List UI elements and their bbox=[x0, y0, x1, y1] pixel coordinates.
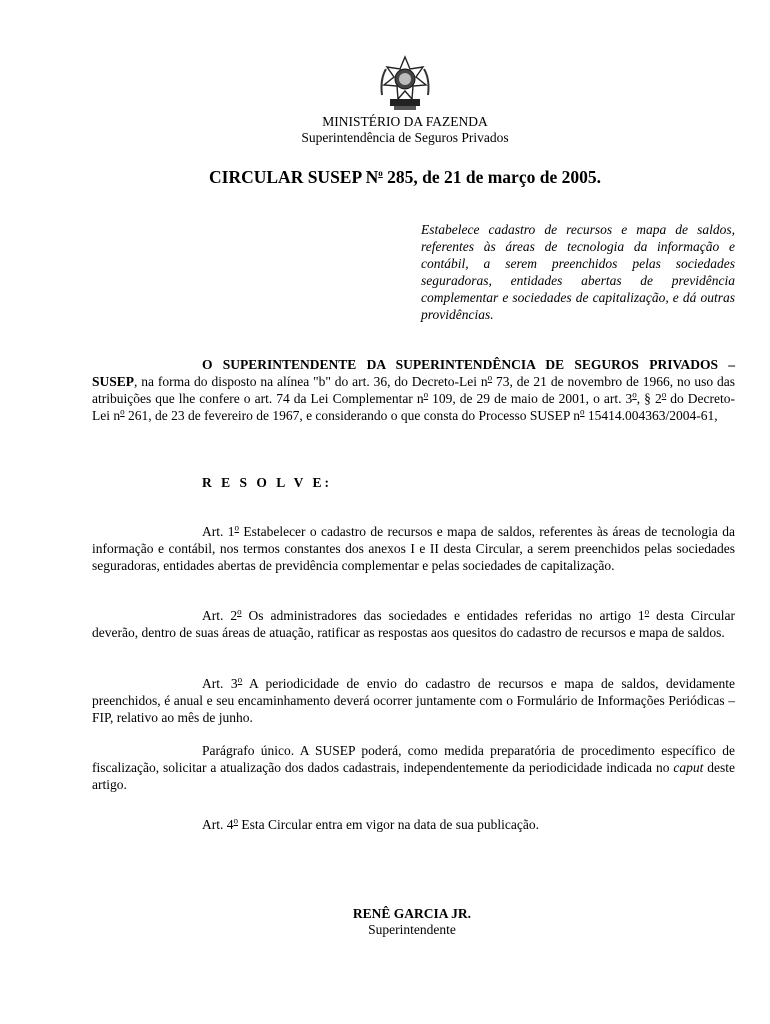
title-text: CIRCULAR SUSEP N bbox=[209, 167, 379, 187]
document-title bbox=[0, 166, 770, 188]
signatory-name: RENÊ GARCIA JR. bbox=[352, 906, 472, 921]
caput-term: caput bbox=[673, 760, 704, 775]
preamble-text: 109, de 29 de maio de 2001, o art. 3 bbox=[428, 391, 633, 406]
ordinal-mark: o bbox=[233, 815, 238, 826]
ementa: Estabelece cadastro de recursos e mapa de saldos, referentes às áreas de tecnologia da informação e contábil, a serem preenchidos pelas sociedades seguradoras, entidades abertas de previdência complementar e sociedades de capitalização, e dá outras providências. bbox=[421, 222, 735, 322]
preamble-text: , § 2 bbox=[636, 391, 662, 406]
paragraph-text: deste artigo. bbox=[92, 760, 735, 792]
preamble-text: 73, de 21 de novembro de 1966, no uso das atribuições que lhe confere o art. 74 da Lei Complementar n bbox=[92, 374, 735, 406]
paragrafo-unico bbox=[92, 742, 735, 793]
article-text: Estabelecer o cadastro de recursos e mapa de saldos, referentes às áreas de tecnologia da informação e contábil, nos termos constantes dos anexos I e II desta Circular, a serem preenchidos pelas sociedades seguradoras, entidades abertas de previdência complementar e pelas sociedades de capitalização. bbox=[92, 524, 735, 573]
article-1 bbox=[92, 523, 735, 574]
article-label: Art. 3 bbox=[202, 676, 238, 691]
resolve-heading: R E S O L V E: bbox=[202, 475, 333, 490]
title-date: 285, de 21 de março de 2005. bbox=[382, 167, 601, 187]
ordinal-mark: o bbox=[632, 389, 637, 400]
article-3 bbox=[92, 675, 735, 726]
agency-name: Superintendência de Seguros Privados bbox=[301, 130, 509, 145]
preamble-text: 261, de 23 de fevereiro de 1967, e considerando o que consta do Processo SUSEP n bbox=[124, 408, 581, 423]
title-ordinal: o bbox=[378, 168, 383, 179]
article-label: Art. 1 bbox=[202, 524, 235, 539]
ordinal-mark: o bbox=[237, 606, 242, 617]
ordinal-mark: o bbox=[661, 389, 667, 400]
signatory-role: Superintendente bbox=[368, 922, 456, 937]
ordinal-mark: o bbox=[234, 522, 239, 533]
preamble-paragraph bbox=[92, 356, 735, 424]
article-text: desta Circular deverão, dentro de suas áreas de atuação, ratificar as respostas aos quesitos do cadastro de recursos e mapa de saldos. bbox=[92, 608, 735, 640]
article-2 bbox=[92, 607, 735, 641]
article-4 bbox=[92, 816, 735, 833]
ordinal-mark: o bbox=[644, 606, 650, 617]
ordinal-mark: o bbox=[120, 406, 125, 417]
article-text: Os administradores das sociedades e entidades referidas no artigo 1 bbox=[241, 608, 645, 623]
ordinal-mark: o bbox=[237, 674, 243, 685]
ordinal-mark: o bbox=[580, 406, 585, 417]
paragraph-text: Parágrafo único. A SUSEP poderá, como medida preparatória de procedimento específico de fiscalização, solicitar a atualização dos dados cadastrais, independentemente da periodicidade indicada no bbox=[92, 743, 735, 775]
ordinal-mark: o bbox=[487, 372, 493, 383]
article-label: Art. 4 bbox=[202, 817, 234, 832]
ministry-name: MINISTÉRIO DA FAZENDA bbox=[322, 114, 488, 129]
article-text: A periodicidade de envio do cadastro de recursos e mapa de saldos, devidamente preenchidos, é anual e seu encaminhamento deverá ocorrer juntamente com o Formulário de Informações Periódicas – FIP, relativo ao mês de junho. bbox=[92, 676, 735, 725]
preamble-text: 15414.004363/2004-61, bbox=[584, 408, 718, 423]
preamble-text: do Decreto-Lei n bbox=[92, 391, 736, 423]
preamble-text: , na forma do disposto na alínea "b" do art. 36, do Decreto-Lei n bbox=[134, 374, 488, 389]
coat-of-arms-icon bbox=[372, 55, 438, 113]
article-label: Art. 2 bbox=[202, 608, 238, 623]
preamble-authority: O SUPERINTENDENTE DA SUPERINTENDÊNCIA DE SEGUROS PRIVADOS – SUSEP bbox=[92, 357, 735, 389]
ordinal-mark: o bbox=[423, 389, 429, 400]
article-text: Esta Circular entra em vigor na data de sua publicação. bbox=[238, 817, 540, 832]
